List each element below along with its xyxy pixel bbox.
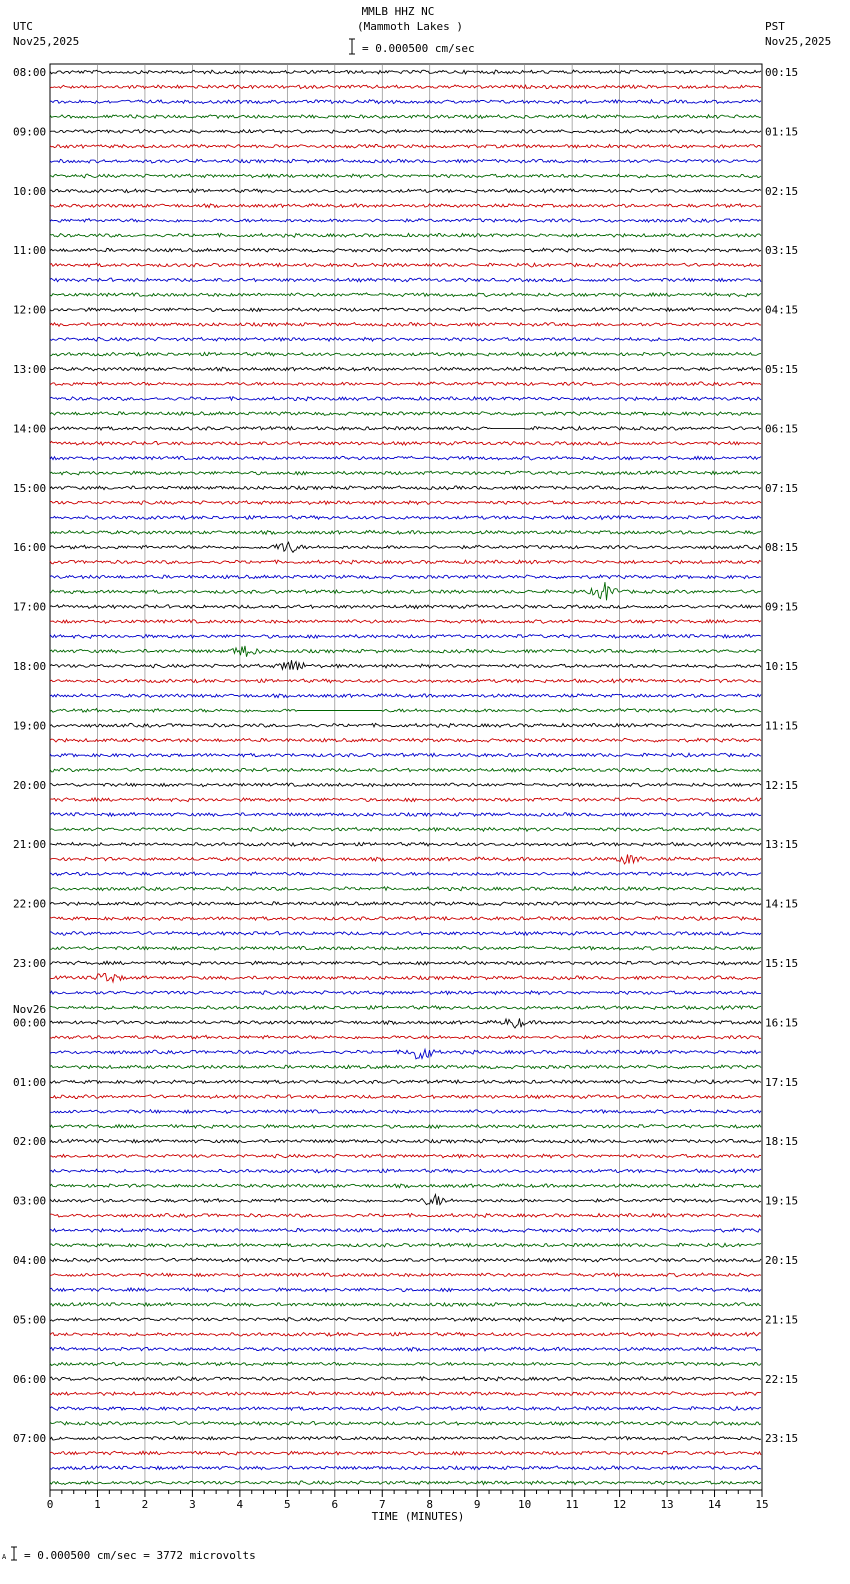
utc-hour-label: 02:00 [13, 1135, 47, 1149]
trace-line [50, 1273, 761, 1277]
trace-line [50, 1377, 761, 1381]
pst-hour-label: 13:15 [765, 838, 799, 852]
trace-group [50, 70, 761, 1485]
utc-hour-label: 01:00 [13, 1075, 47, 1089]
utc-hour-label: 08:00 [13, 66, 47, 79]
trace-line [50, 946, 761, 950]
trace-line [50, 1288, 761, 1292]
left-date: Nov25,2025 [13, 35, 80, 48]
trace-line [50, 159, 761, 163]
trace-line [50, 575, 761, 579]
utc-hour-label: 17:00 [13, 600, 47, 614]
trace-line [50, 189, 761, 193]
footer-scale: = 0.000500 cm/sec = 3772 microvolts [24, 1549, 256, 1562]
trace-line [50, 1228, 761, 1232]
pst-hour-label: 15:15 [765, 957, 799, 970]
trace-line [50, 560, 761, 564]
trace-line [50, 1436, 761, 1440]
trace-line [50, 813, 761, 817]
utc-hour-label: 21:00 [13, 838, 47, 852]
trace-line [50, 456, 761, 460]
right-timezone: PST [765, 20, 785, 33]
trace-line [50, 738, 761, 742]
trace-line [50, 501, 761, 505]
x-tick-label: 13 [660, 1498, 674, 1511]
trace-line [50, 471, 761, 475]
trace-line [50, 278, 761, 282]
trace-line [50, 1154, 761, 1158]
trace-line [50, 486, 761, 490]
trace-line [50, 828, 761, 832]
trace-line [50, 1422, 761, 1426]
plot-frame [50, 64, 762, 1490]
scale-bar-icon [349, 39, 355, 54]
grid-lines [97, 64, 714, 1490]
utc-hour-label: 23:00 [13, 957, 47, 970]
trace-line [50, 516, 761, 520]
trace-line [50, 605, 761, 609]
trace-line [50, 634, 761, 638]
pst-hour-label: 05:15 [765, 363, 799, 376]
trace-line [50, 1080, 761, 1084]
trace-line [50, 263, 761, 267]
trace-line [50, 646, 761, 657]
utc-hour-label: 04:00 [13, 1254, 47, 1267]
date-change-label: Nov26 [13, 1003, 47, 1016]
trace-line [50, 902, 761, 906]
x-axis-label: TIME (MINUTES) [371, 1510, 465, 1523]
time-axis [47, 1490, 769, 1511]
utc-hour-label: 14:00 [13, 422, 47, 436]
trace-line [50, 855, 761, 865]
trace-line [50, 1139, 761, 1143]
pst-hour-label: 10:15 [765, 660, 799, 673]
pst-hour-label: 20:15 [765, 1254, 799, 1267]
utc-hour-label: 11:00 [13, 244, 47, 258]
trace-line [50, 542, 761, 552]
trace-line [50, 397, 761, 401]
trace-line [50, 660, 761, 670]
x-tick-label: 4 [236, 1498, 244, 1511]
trace-line [50, 204, 761, 208]
utc-hour-label: 12:00 [13, 303, 47, 317]
x-tick-label: 14 [707, 1498, 722, 1511]
trace-line [50, 1095, 761, 1099]
trace-line [50, 1243, 761, 1247]
pst-hour-label: 02:15 [765, 184, 799, 198]
utc-hour-label: 07:00 [13, 1432, 47, 1446]
trace-line [50, 1018, 761, 1028]
trace-line [50, 130, 761, 134]
trace-line [50, 352, 761, 356]
trace-line [50, 991, 761, 995]
x-tick-label: 3 [189, 1498, 196, 1511]
pst-hour-label: 07:15 [765, 481, 799, 495]
station-title: MMLB HHZ NC [361, 5, 435, 18]
pst-hour-label: 00:15 [765, 66, 799, 79]
trace-line [50, 1035, 761, 1039]
trace-line [50, 872, 761, 876]
trace-line [50, 85, 761, 89]
trace-line [50, 694, 761, 698]
trace-line [50, 144, 761, 148]
trace-line [50, 115, 761, 119]
utc-hour-label: 20:00 [13, 778, 47, 792]
x-tick-label: 0 [46, 1498, 54, 1511]
trace-line [50, 1258, 761, 1262]
right-date: Nov25,2025 [765, 35, 832, 48]
trace-line [50, 1362, 761, 1366]
x-tick-label: 10 [518, 1498, 532, 1511]
trace-line [50, 174, 761, 178]
trace-line [50, 1169, 761, 1173]
trace-line [50, 1065, 761, 1069]
footer-marker: A [2, 1553, 7, 1561]
trace-line [50, 1049, 761, 1059]
trace-line [50, 1451, 761, 1455]
trace-line [50, 100, 761, 104]
pst-hour-label: 11:15 [765, 719, 799, 733]
hour-labels [13, 66, 798, 1445]
x-tick-label: 12 [612, 1498, 627, 1511]
left-timezone: UTC [13, 20, 33, 33]
trace-line [50, 293, 761, 297]
utc-hour-label: 13:00 [13, 363, 47, 376]
pst-hour-label: 16:15 [765, 1016, 799, 1030]
trace-line [50, 679, 761, 683]
trace-line [50, 783, 761, 787]
trace-line [50, 620, 761, 624]
scale-label: = 0.000500 cm/sec [362, 42, 475, 55]
trace-line [50, 917, 761, 921]
utc-hour-label: 16:00 [13, 541, 47, 555]
x-tick-label: 9 [473, 1498, 481, 1511]
utc-hour-label: 05:00 [13, 1313, 47, 1327]
trace-line [50, 233, 761, 237]
x-tick-label: 11 [565, 1498, 579, 1511]
trace-line [50, 367, 761, 371]
trace-line [50, 530, 761, 534]
trace-line [50, 1303, 761, 1307]
trace-line [50, 1184, 761, 1188]
utc-hour-label: 03:00 [13, 1194, 47, 1208]
utc-hour-label: 18:00 [13, 660, 47, 673]
utc-hour-label: 10:00 [13, 184, 47, 198]
pst-hour-label: 21:15 [765, 1313, 799, 1327]
pst-hour-label: 04:15 [765, 303, 799, 317]
pst-hour-label: 23:15 [765, 1432, 799, 1446]
trace-line [50, 1407, 761, 1411]
trace-line [50, 961, 761, 965]
trace-line [50, 248, 761, 252]
pst-hour-label: 09:15 [765, 600, 799, 614]
location-title: (Mammoth Lakes ) [357, 20, 463, 33]
trace-line [50, 842, 761, 846]
trace-line [50, 887, 761, 891]
trace-line [50, 441, 761, 445]
trace-line [50, 932, 761, 936]
pst-hour-label: 22:15 [765, 1372, 799, 1386]
utc-hour-label: 19:00 [13, 719, 47, 733]
x-tick-label: 5 [284, 1498, 291, 1511]
trace-line [50, 1006, 761, 1010]
pst-hour-label: 18:15 [765, 1135, 799, 1149]
x-tick-label: 7 [378, 1498, 386, 1511]
utc-hour-label: 22:00 [13, 897, 47, 911]
trace-line [50, 1214, 761, 1218]
trace-line [50, 723, 761, 727]
trace-line [50, 1481, 761, 1485]
pst-hour-label: 01:15 [765, 125, 799, 139]
pst-hour-label: 17:15 [765, 1075, 799, 1089]
trace-line [50, 337, 761, 341]
trace-line [50, 768, 761, 772]
x-tick-label: 15 [755, 1498, 769, 1511]
utc-hour-label: 06:00 [13, 1372, 47, 1386]
x-tick-label: 8 [426, 1498, 434, 1511]
trace-line [50, 1466, 761, 1470]
utc-hour-label: 15:00 [13, 481, 47, 495]
trace-line [50, 70, 761, 74]
trace-line [50, 1392, 761, 1396]
pst-hour-label: 12:15 [765, 778, 799, 792]
trace-line [50, 219, 761, 223]
trace-line [50, 753, 761, 757]
x-tick-label: 2 [141, 1498, 149, 1511]
pst-hour-label: 06:15 [765, 422, 799, 436]
pst-hour-label: 03:15 [765, 244, 799, 258]
x-tick-label: 1 [94, 1498, 101, 1511]
trace-line [50, 1110, 761, 1114]
trace-line [50, 798, 761, 802]
trace-line [50, 308, 761, 312]
utc-hour-label: 00:00 [13, 1016, 47, 1030]
trace-line [50, 974, 761, 983]
trace-line [50, 412, 761, 416]
pst-hour-label: 14:15 [765, 897, 799, 911]
trace-line [50, 1332, 761, 1336]
trace-line [50, 709, 761, 713]
trace-line [50, 382, 761, 386]
trace-line [50, 323, 761, 327]
x-tick-label: 6 [331, 1498, 339, 1511]
pst-hour-label: 19:15 [765, 1194, 799, 1208]
utc-hour-label: 09:00 [13, 125, 47, 139]
trace-line [50, 1347, 761, 1351]
trace-line [50, 427, 761, 431]
footer-scale-icon [11, 1547, 17, 1560]
trace-line [50, 1125, 761, 1129]
pst-hour-label: 08:15 [765, 541, 799, 555]
trace-line [50, 1318, 761, 1322]
trace-line [50, 582, 761, 600]
trace-line [50, 1195, 761, 1205]
